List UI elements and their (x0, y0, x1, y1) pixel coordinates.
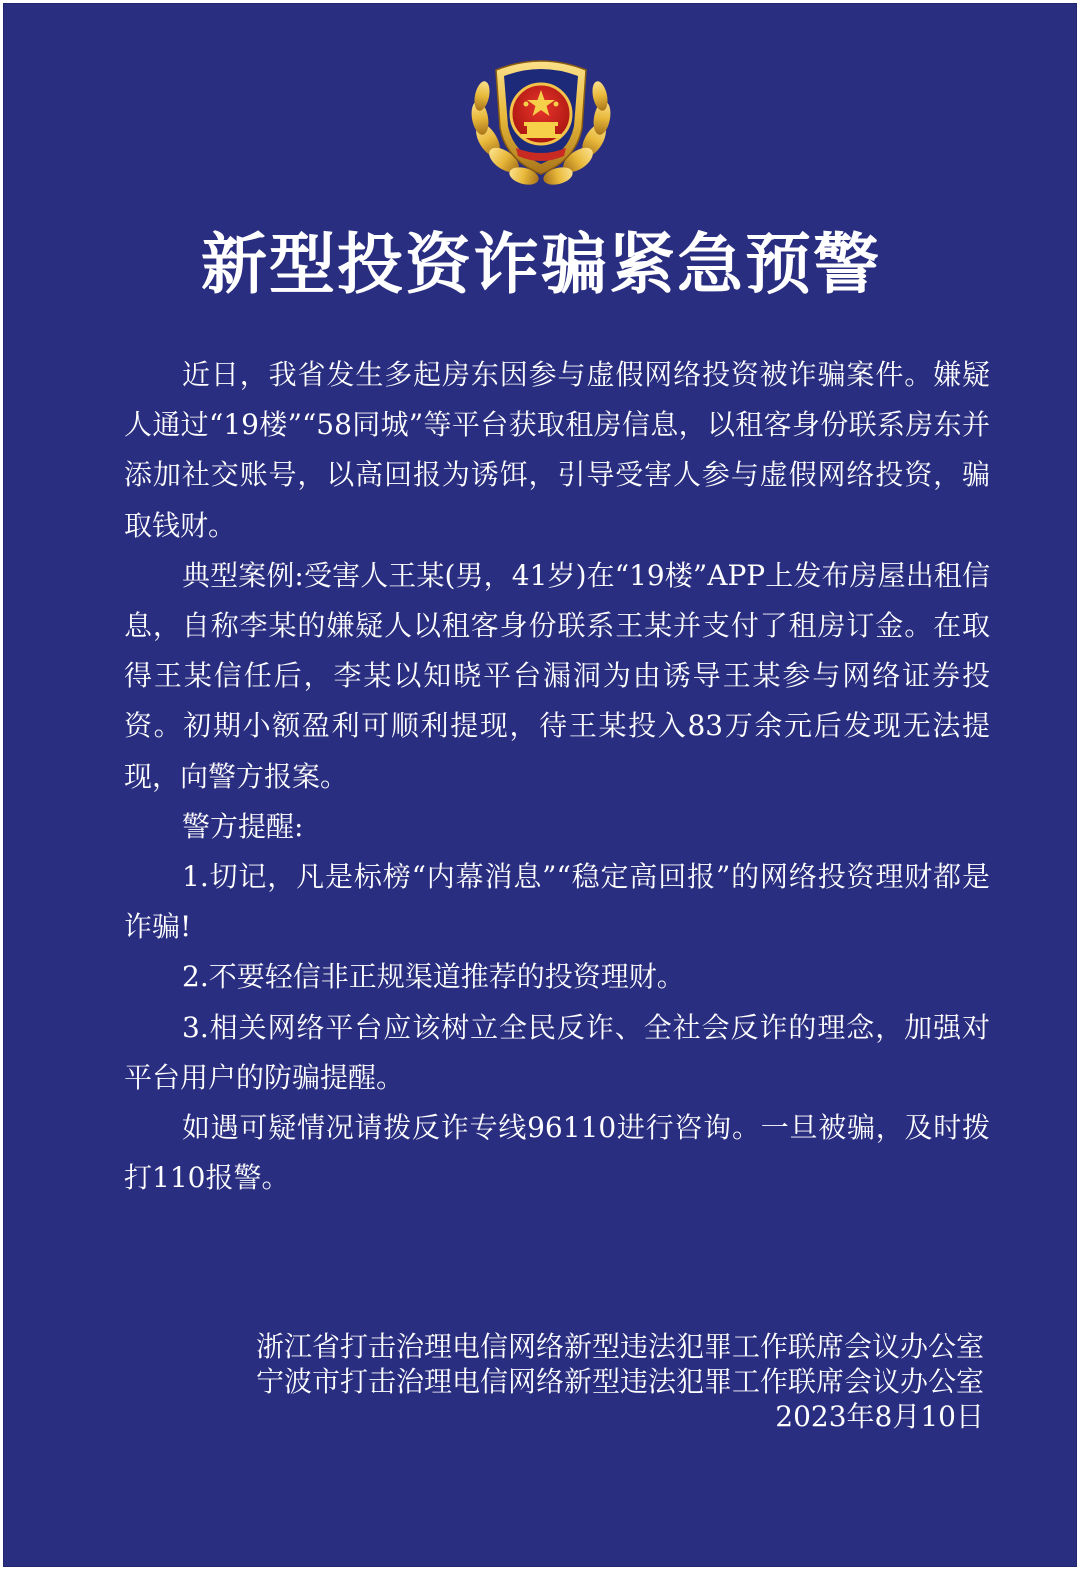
signature-org-ningbo: 宁波市打击治理电信网络新型违法犯罪工作联席会议办公室 (255, 1365, 984, 1398)
notice-body (124, 350, 990, 1203)
case-paragraph: 典型案例:受害人王某(男，41岁)在“19楼”APP上发布房屋出租信息，自称李某的嫌疑人以租客身份联系王某并支付了租房订金。在取得王某信任后，李某以知晓平台漏洞为由诱导王某参与网络证券投资。初期小额盈利可顺利提现，待王某投入83万余元后发现无法提现，向警方报案。 (124, 558, 990, 793)
signature-block (256, 1329, 984, 1434)
reminder-heading: 警方提醒: (182, 809, 304, 843)
warning-poster (3, 3, 1077, 1567)
reminder-item-2: 2.不要轻信非正规渠道推荐的投资理财。 (182, 960, 685, 994)
signature-org-zhejiang: 浙江省打击治理电信网络新型违法犯罪工作联席会议办公室 (255, 1330, 984, 1363)
police-emblem-icon (466, 48, 616, 196)
page-title: 新型投资诈骗紧急预警 (201, 225, 881, 303)
reminder-item-3: 3.相关网络平台应该树立全民反诈、全社会反诈的理念，加强对平台用户的防骗提醒。 (124, 1010, 990, 1094)
hotline-paragraph: 如遇可疑情况请拨反诈专线96110进行咨询。一旦被骗，及时拨打110报警。 (124, 1111, 990, 1195)
reminder-item-1: 1.切记，凡是标榜“内幕消息”“稳定高回报”的网络投资理财都是诈骗! (124, 860, 990, 944)
signature-date: 2023年8月10日 (775, 1400, 984, 1433)
intro-paragraph: 近日，我省发生多起房东因参与虚假网络投资被诈骗案件。嫌疑人通过“19楼”“58同城”等平台获取租房信息，以租客身份联系房东并添加社交账号，以高回报为诱饵，引导受害人参与虚假网络投资，骗取钱财。 (124, 358, 990, 542)
